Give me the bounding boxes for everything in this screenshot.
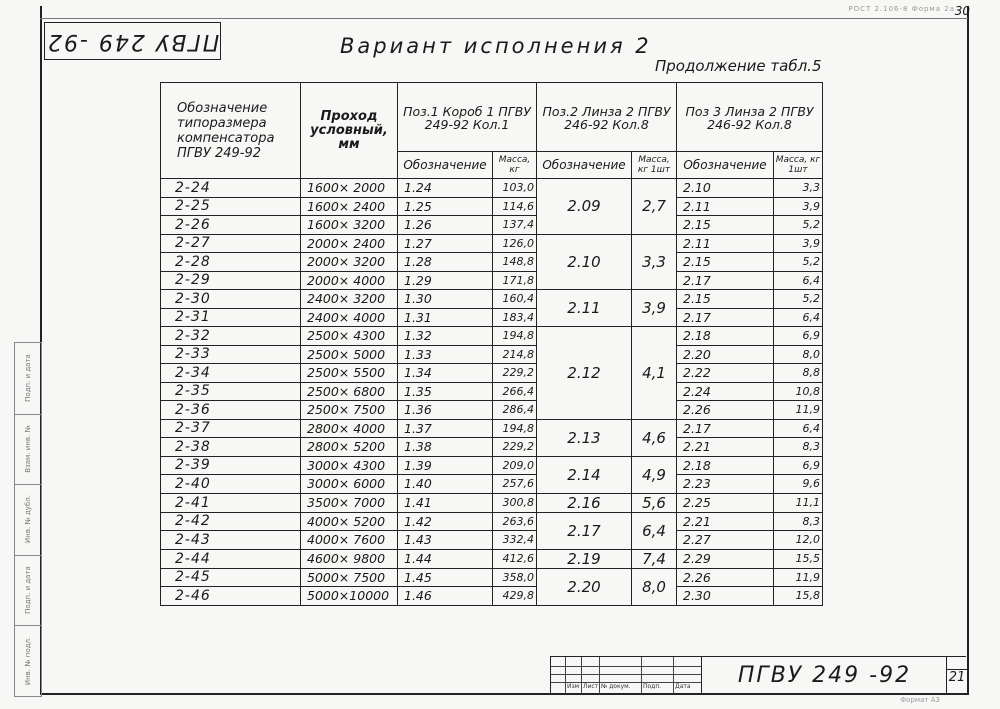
row-pos1-designation: 1.44 [398, 549, 493, 568]
table-row [161, 253, 823, 272]
row-pos1-designation: 1.40 [398, 475, 493, 494]
row-passage: 2500× 4300 [301, 327, 398, 346]
row-pos2-mass: 8,0 [632, 568, 677, 605]
row-type: 2-45 [161, 568, 301, 587]
row-type: 2-27 [161, 234, 301, 253]
header-designation: Обозначение типоразмера компенсатора ПГВУ 249-92 [161, 83, 301, 179]
row-pos3-mass: 15,5 [774, 549, 823, 568]
row-passage: 2400× 3200 [301, 290, 398, 309]
margin-label-text: Инв. № дубл. [24, 495, 32, 544]
row-passage: 5000×10000 [301, 587, 398, 606]
table-row [161, 197, 823, 216]
row-pos1-designation: 1.38 [398, 438, 493, 457]
row-pos3-designation: 2.10 [677, 179, 774, 198]
row-pos1-designation: 1.33 [398, 345, 493, 364]
header-pos1-designation: Обозначение [398, 152, 493, 179]
stamp-text: ПГВУ 249 -92 [45, 28, 220, 54]
row-passage: 2500× 7500 [301, 401, 398, 420]
row-pos1-designation: 1.35 [398, 382, 493, 401]
row-pos1-designation: 1.34 [398, 364, 493, 383]
row-pos3-mass: 6,4 [774, 308, 823, 327]
row-pos3-mass: 8,3 [774, 438, 823, 457]
header-pos2-designation: Обозначение [537, 152, 632, 179]
row-pos3-designation: 2.20 [677, 345, 774, 364]
row-passage: 2000× 2400 [301, 234, 398, 253]
margin-label [15, 343, 41, 414]
row-type: 2-29 [161, 271, 301, 290]
table-row [161, 308, 823, 327]
header-pos2: Поз.2 Линза 2 ПГВУ 246-92 Кол.8 [537, 83, 677, 152]
row-type: 2-39 [161, 456, 301, 475]
row-passage: 2400× 4000 [301, 308, 398, 327]
row-pos3-designation: 2.23 [677, 475, 774, 494]
table-row [161, 382, 823, 401]
row-type: 2-24 [161, 179, 301, 198]
header-pos3-mass: Масса, кг 1шт [774, 152, 823, 179]
table-row [161, 364, 823, 383]
row-pos3-mass: 8,3 [774, 512, 823, 531]
table-row [161, 234, 823, 253]
row-type: 2-43 [161, 531, 301, 550]
title-block-vline [599, 657, 600, 694]
row-pos2-mass: 3,9 [632, 290, 677, 327]
row-pos3-designation: 2.26 [677, 401, 774, 420]
row-pos1-designation: 1.37 [398, 419, 493, 438]
row-passage: 2800× 5200 [301, 438, 398, 457]
row-passage: 1600× 2400 [301, 197, 398, 216]
table-row [161, 456, 823, 475]
margin-label [15, 414, 41, 485]
row-pos1-designation: 1.26 [398, 216, 493, 235]
row-pos3-mass: 10,8 [774, 382, 823, 401]
row-pos3-mass: 8,8 [774, 364, 823, 383]
row-pos1-mass: 229,2 [493, 438, 537, 457]
title-block-label: № докум. [601, 683, 631, 690]
row-pos3-mass: 6,9 [774, 327, 823, 346]
row-passage: 3000× 6000 [301, 475, 398, 494]
table-row [161, 549, 823, 568]
row-pos1-mass: 160,4 [493, 290, 537, 309]
row-pos1-designation: 1.27 [398, 234, 493, 253]
row-pos2-designation: 2.16 [537, 493, 632, 512]
table-row [161, 419, 823, 438]
row-pos1-mass: 209,0 [493, 456, 537, 475]
row-pos3-mass: 11,1 [774, 493, 823, 512]
header-pos1: Поз.1 Короб 1 ПГВУ 249-92 Кол.1 [398, 83, 537, 152]
margin-label-text: Взам. инв. № [24, 425, 32, 473]
row-passage: 2500× 6800 [301, 382, 398, 401]
row-passage: 3500× 7000 [301, 493, 398, 512]
row-type: 2-35 [161, 382, 301, 401]
row-pos2-designation: 2.17 [537, 512, 632, 549]
row-pos1-designation: 1.28 [398, 253, 493, 272]
table-row [161, 345, 823, 364]
table-row [161, 401, 823, 420]
margin-label [15, 625, 41, 696]
left-margin-stamp-strip [14, 342, 42, 697]
row-pos1-mass: 126,0 [493, 234, 537, 253]
table-row [161, 179, 823, 198]
table-row [161, 290, 823, 309]
row-passage: 4000× 7600 [301, 531, 398, 550]
row-pos3-designation: 2.11 [677, 197, 774, 216]
row-type: 2-44 [161, 549, 301, 568]
table-row [161, 531, 823, 550]
frame-top-line [40, 18, 968, 19]
row-pos2-designation: 2.09 [537, 179, 632, 235]
specification-table [160, 82, 823, 606]
row-type: 2-28 [161, 253, 301, 272]
row-pos2-designation: 2.13 [537, 419, 632, 456]
row-pos2-mass: 4,1 [632, 327, 677, 420]
row-pos3-mass: 3,3 [774, 179, 823, 198]
sheet-cell [946, 657, 967, 694]
row-pos3-designation: 2.26 [677, 568, 774, 587]
row-pos2-mass: 5,6 [632, 493, 677, 512]
row-pos2-mass: 3,3 [632, 234, 677, 290]
title-block-label: Дата [675, 683, 691, 690]
row-passage: 1600× 3200 [301, 216, 398, 235]
row-pos3-mass: 11,9 [774, 401, 823, 420]
row-type: 2-36 [161, 401, 301, 420]
row-pos3-mass: 6,4 [774, 419, 823, 438]
row-type: 2-38 [161, 438, 301, 457]
row-pos1-designation: 1.42 [398, 512, 493, 531]
row-pos2-designation: 2.10 [537, 234, 632, 290]
row-pos1-designation: 1.24 [398, 179, 493, 198]
row-type: 2-42 [161, 512, 301, 531]
row-pos3-mass: 9,6 [774, 475, 823, 494]
row-pos3-designation: 2.15 [677, 216, 774, 235]
row-pos1-designation: 1.41 [398, 493, 493, 512]
row-pos3-mass: 3,9 [774, 234, 823, 253]
row-pos2-designation: 2.14 [537, 456, 632, 493]
row-pos3-mass: 5,2 [774, 290, 823, 309]
row-pos1-mass: 358,0 [493, 568, 537, 587]
title-block-label: Лист [583, 683, 599, 690]
row-pos3-designation: 2.11 [677, 234, 774, 253]
row-pos3-mass: 6,9 [774, 456, 823, 475]
row-pos1-designation: 1.39 [398, 456, 493, 475]
row-pos3-designation: 2.18 [677, 456, 774, 475]
specification-table-body [161, 179, 823, 606]
row-pos1-mass: 214,8 [493, 345, 537, 364]
row-type: 2-26 [161, 216, 301, 235]
row-type: 2-31 [161, 308, 301, 327]
row-pos1-designation: 1.46 [398, 587, 493, 606]
row-pos1-mass: 194,8 [493, 327, 537, 346]
header-pos3-designation: Обозначение [677, 152, 774, 179]
row-pos1-mass: 183,4 [493, 308, 537, 327]
row-pos1-designation: 1.32 [398, 327, 493, 346]
row-pos1-mass: 194,8 [493, 419, 537, 438]
row-passage: 2800× 4000 [301, 419, 398, 438]
row-pos3-designation: 2.17 [677, 419, 774, 438]
row-pos3-designation: 2.18 [677, 327, 774, 346]
title-block-vline [641, 657, 642, 694]
row-pos1-mass: 229,2 [493, 364, 537, 383]
table-row [161, 587, 823, 606]
row-pos2-designation: 2.20 [537, 568, 632, 605]
row-pos1-mass: 171,8 [493, 271, 537, 290]
row-type: 2-46 [161, 587, 301, 606]
row-passage: 4000× 5200 [301, 512, 398, 531]
row-pos3-designation: 2.22 [677, 364, 774, 383]
row-pos3-designation: 2.17 [677, 308, 774, 327]
row-pos3-mass: 5,2 [774, 216, 823, 235]
top-meta: РОСТ 2.106-8 Форма 2а [848, 5, 955, 13]
row-type: 2-37 [161, 419, 301, 438]
row-pos1-designation: 1.43 [398, 531, 493, 550]
header-pos1-mass: Масса, кг [493, 152, 537, 179]
title-block-grid [551, 657, 701, 694]
row-pos3-mass: 11,9 [774, 568, 823, 587]
row-type: 2-25 [161, 197, 301, 216]
row-type: 2-33 [161, 345, 301, 364]
sheet-number: 21 [948, 670, 966, 685]
row-type: 2-32 [161, 327, 301, 346]
header-pos3: Поз 3 Линза 2 ПГВУ 246-92 Кол.8 [677, 83, 823, 152]
table-row [161, 438, 823, 457]
row-pos2-designation: 2.11 [537, 290, 632, 327]
row-type: 2-40 [161, 475, 301, 494]
table-row [161, 216, 823, 235]
row-pos3-designation: 2.25 [677, 493, 774, 512]
table-row [161, 512, 823, 531]
row-pos3-designation: 2.21 [677, 438, 774, 457]
table-row [161, 475, 823, 494]
margin-label-text: Подп. и дата [24, 566, 32, 614]
title-block-vline [673, 657, 674, 694]
row-pos3-designation: 2.21 [677, 512, 774, 531]
row-pos3-mass: 3,9 [774, 197, 823, 216]
row-pos1-mass: 263,6 [493, 512, 537, 531]
row-pos1-designation: 1.36 [398, 401, 493, 420]
row-pos1-designation: 1.30 [398, 290, 493, 309]
row-pos2-designation: 2.19 [537, 549, 632, 568]
row-type: 2-30 [161, 290, 301, 309]
row-pos1-mass: 148,8 [493, 253, 537, 272]
title-block-vline [565, 657, 566, 694]
row-pos2-designation: 2.12 [537, 327, 632, 420]
margin-label-text: Подп. и дата [24, 354, 32, 403]
row-pos1-mass: 137,4 [493, 216, 537, 235]
page-title: Вариант исполнения 2 [340, 34, 652, 58]
row-passage: 2500× 5500 [301, 364, 398, 383]
row-passage: 1600× 2000 [301, 179, 398, 198]
row-passage: 3000× 4300 [301, 456, 398, 475]
row-pos3-designation: 2.29 [677, 549, 774, 568]
row-type: 2-34 [161, 364, 301, 383]
row-pos3-mass: 12,0 [774, 531, 823, 550]
title-block-label: Подп. [643, 683, 662, 690]
row-pos2-mass: 4,9 [632, 456, 677, 493]
row-pos3-mass: 8,0 [774, 345, 823, 364]
table-continuation-note: Продолжение табл.5 [655, 57, 822, 75]
margin-label [15, 484, 41, 555]
inverted-stamp [44, 22, 221, 60]
row-pos1-mass: 103,0 [493, 179, 537, 198]
margin-label-text: Инв. № подл. [24, 636, 33, 685]
table-row [161, 568, 823, 587]
row-pos3-mass: 15,8 [774, 587, 823, 606]
row-pos1-mass: 332,4 [493, 531, 537, 550]
row-pos3-designation: 2.15 [677, 290, 774, 309]
title-block-vline [581, 657, 582, 694]
row-pos2-mass: 7,4 [632, 549, 677, 568]
row-pos1-designation: 1.45 [398, 568, 493, 587]
row-pos1-designation: 1.31 [398, 308, 493, 327]
row-passage: 4600× 9800 [301, 549, 398, 568]
row-type: 2-41 [161, 493, 301, 512]
row-pos1-mass: 429,8 [493, 587, 537, 606]
row-pos1-mass: 412,6 [493, 549, 537, 568]
row-pos3-mass: 6,4 [774, 271, 823, 290]
bottom-meta: Формат А3 [900, 696, 940, 704]
margin-label [15, 555, 41, 626]
row-pos3-designation: 2.27 [677, 531, 774, 550]
row-passage: 2500× 5000 [301, 345, 398, 364]
row-pos2-mass: 2,7 [632, 179, 677, 235]
title-block-hline [551, 666, 701, 667]
row-pos1-designation: 1.29 [398, 271, 493, 290]
title-block [550, 656, 966, 694]
table-row [161, 327, 823, 346]
row-pos1-mass: 266,4 [493, 382, 537, 401]
page-corner-number: 30 [954, 4, 970, 18]
row-pos3-designation: 2.30 [677, 587, 774, 606]
row-pos1-designation: 1.25 [398, 197, 493, 216]
header-pos2-mass: Масса, кг 1шт [632, 152, 677, 179]
title-block-hline [551, 674, 701, 675]
row-pos1-mass: 300,8 [493, 493, 537, 512]
row-pos2-mass: 4,6 [632, 419, 677, 456]
table-row [161, 271, 823, 290]
row-pos1-mass: 257,6 [493, 475, 537, 494]
row-passage: 5000× 7500 [301, 568, 398, 587]
row-passage: 2000× 4000 [301, 271, 398, 290]
row-pos3-designation: 2.17 [677, 271, 774, 290]
row-pos1-mass: 286,4 [493, 401, 537, 420]
table-row [161, 493, 823, 512]
document-code: ПГВУ 249 -92 [701, 657, 947, 694]
row-pos3-designation: 2.24 [677, 382, 774, 401]
header-passage: Проход условный, мм [301, 83, 398, 179]
row-pos3-mass: 5,2 [774, 253, 823, 272]
row-pos3-designation: 2.15 [677, 253, 774, 272]
title-block-label: Изм [567, 683, 580, 690]
row-pos2-mass: 6,4 [632, 512, 677, 549]
row-passage: 2000× 3200 [301, 253, 398, 272]
row-pos1-mass: 114,6 [493, 197, 537, 216]
